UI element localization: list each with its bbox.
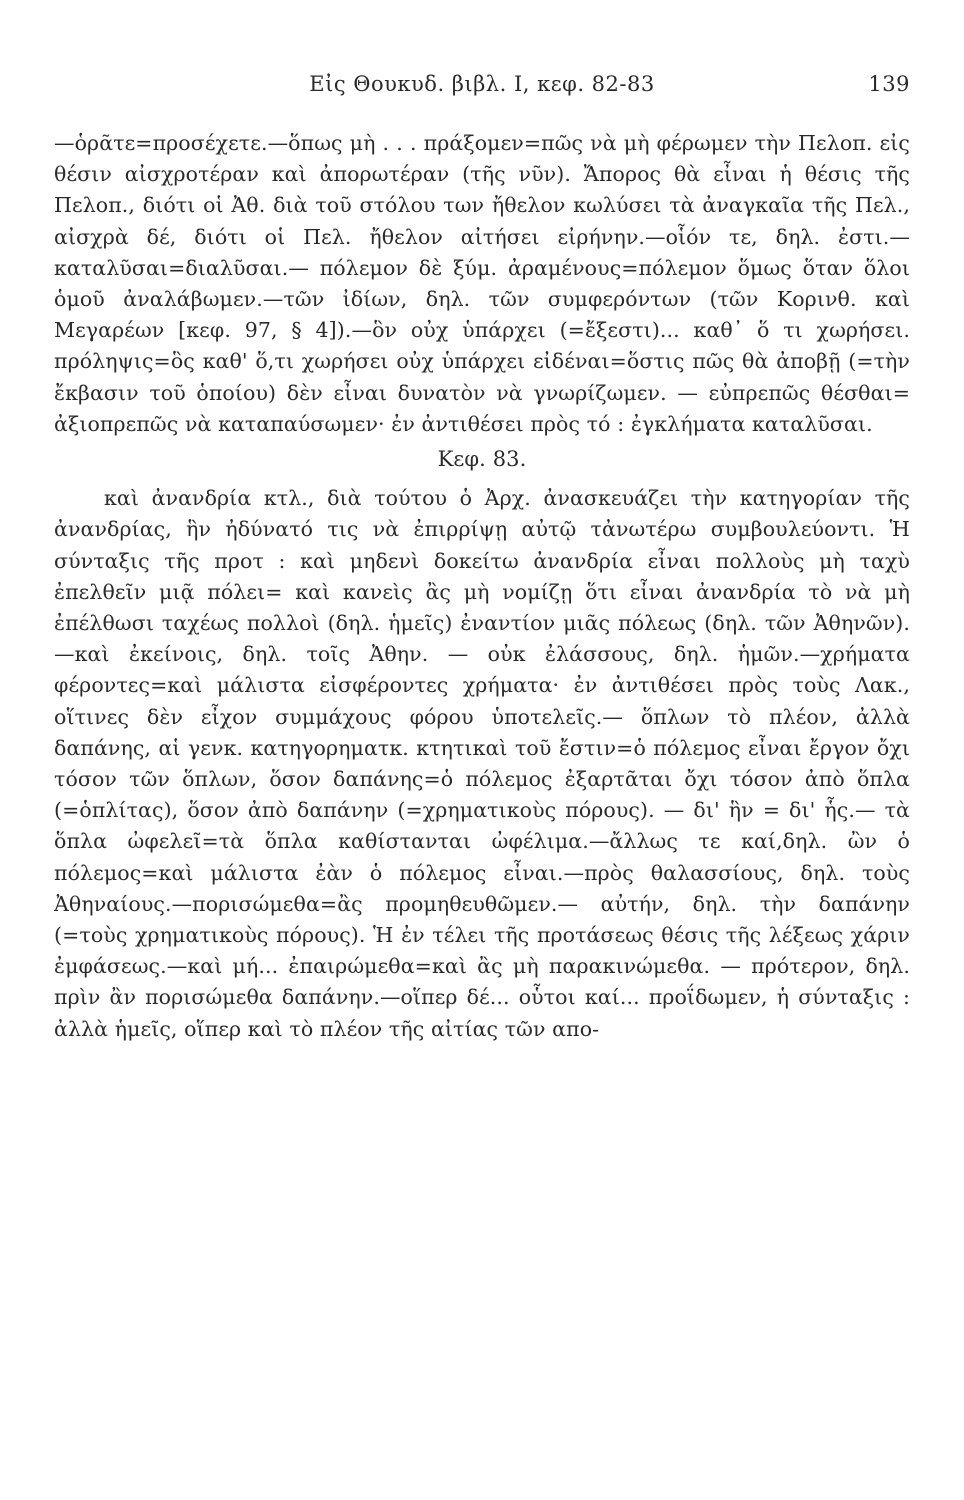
commentary-paragraph-ch83: καὶ ἀνανδρία κτλ., διὰ τούτου ὁ Ἀρχ. ἀνασκευάζει τὴν κατηγορίαν τῆς ἀνανδρίας, ἣν ἠδύνατό τις νὰ ἐπιρρίψῃ αὐτῷ τἀνωτέρω συμβουλεύοντι. Ἡ σύνταξις τῆς προτ : καὶ μηδενὶ δοκείτω ἀνανδρία εἶναι πολλοὺς μὴ ταχὺ ἐπελθεῖν μιᾷ πόλει= καὶ κανεὶς ἂς μὴ νομίζῃ ὅτι εἶναι ἀνανδρία τὸ νὰ μὴ ἐπέλθωσι ταχέως πολλοὶ (δηλ. ἡμεῖς) ἐναντίον μιᾶς πόλεως (δηλ. τῶν Ἀθηνῶν).—καὶ ἐκείνοις, δηλ. τοῖς Ἀθην. — οὐκ ἐλάσσους, δηλ. ἡμῶν.—χρήματα φέροντες=καὶ μάλιστα εἰσφέροντες χρήματα· ἐν ἀντιθέσει πρὸς τοὺς Λακ., οἵτινες δὲν εἶχον συμμάχους φόρου ὑποτελεῖς.— ὅπλων τὸ πλέον, ἀλλὰ δαπάνης, αἱ γενκ. κατηγορηματκ. κτητικαὶ τοῦ ἔστιν=ὁ πόλεμος εἶναι ἔργον ὄχι τόσον τῶν ὅπλων, ὅσον δαπάνης=ὁ πόλεμος ἐξαρτᾶται ὄχι τόσον ἀπὸ ὅπλα (=ὁπλίτας), ὅσον ἀπὸ δαπάνην (=χρηματικοὺς πόρους). — δι' ἣν = δι' ἧς.— τὰ ὅπλα ὠφελεῖ=τὰ ὅπλα καθίστανται ὠφέλιμα.—ἄλλως τε καί,δηλ. ὢν ὁ πόλεμος=καὶ μάλιστα ἐὰν ὁ πόλεμος εἶναι.—πρὸς θαλασσίους, δηλ. τοὺς Ἀθηναίους.—πορισώμεθα=ἂς προμηθευθῶμεν.— αὐτήν, δηλ. τὴν δαπάνην (=τοὺς χρηματικοὺς πόρους). Ἡ ἐν τέλει τῆς προτάσεως θέσις τῆς λέξεως χάριν ἐμφάσεως.—καὶ μή... ἐπαιρώμεθα=καὶ ἂς μὴ παρακινώμεθα. — πρότερον, δηλ. πρὶν ἂν πορισώμεθα δαπάνην.—οἵπερ δέ... οὗτοι καί... προΐδωμεν, ἡ σύνταξις : ἀλλὰ ἡμεῖς, οἵπερ καὶ τὸ πλέον τῆς αἰτίας τῶν απο- <box>54 486 910 1041</box>
page-number: 139 <box>868 72 910 96</box>
running-title: Εἰς Θουκυδ. βιβλ. I, κεφ. 82-83 <box>309 72 655 96</box>
commentary-body <box>54 128 910 1045</box>
page-content <box>54 64 910 1045</box>
running-header <box>54 64 910 104</box>
commentary-paragraph-ch82: —ὁρᾶτε=προσέχετε.—ὅπως μὴ . . . πράξομεν=πῶς νὰ μὴ φέρωμεν τὴν Πελοπ. εἰς θέσιν αἰσχροτέραν καὶ ἀπορωτέραν (τῆς νῦν). Ἄπορος θὰ εἶναι ἡ θέσις τῆς Πελοπ., διότι οἱ Ἀθ. διὰ τοῦ στόλου των ἤθελον κωλύσει τὰ ἀναγκαῖα τῆς Πελ., αἰσχρὰ δέ, διότι οἱ Πελ. ἤθελον αἰτήσει εἰρήνην.—οἷόν τε, δηλ. ἐστι.—καταλῦσαι=διαλῦσαι.— πόλεμον δὲ ξύμ. ἀραμένους=πόλεμον ὅμως ὅταν ὅλοι ὁμοῦ ἀναλάβωμεν.—τῶν ἰδίων, δηλ. τῶν συμφερόντων (τῶν Κορινθ. καὶ Μεγαρέων [κεφ. 97, § 4]).—ὃν οὐχ ὑπάρχει (=ἔξεστι)... καθ᾽ ὅ τι χωρήσει. πρόληψις=ὃς καθ' ὅ,τι χωρήσει οὐχ ὑπάρχει εἰδέναι=ὅστις πῶς θὰ ἀποβῇ (=τὴν ἔκβασιν τοῦ ὁποίου) δὲν εἶναι δυνατὸν νὰ γνωρίζωμεν. — εὐπρεπῶς θέσθαι= ἀξιοπρεπῶς νὰ καταπαύσωμεν· ἐν ἀντιθέσει πρὸς τό : ἐγκλήματα καταλῦσαι. <box>54 131 910 436</box>
chapter-heading: Κεφ. 83. <box>437 447 527 472</box>
